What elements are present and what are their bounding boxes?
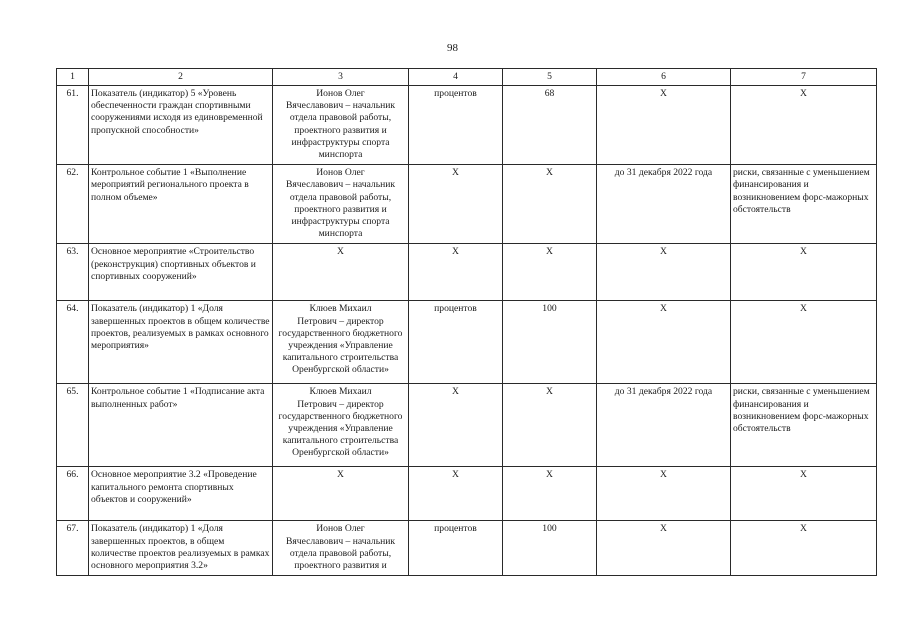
row-deadline: X [597, 301, 731, 384]
table-header-row [57, 69, 877, 86]
row-deadline: до 31 декабря 2022 года [597, 384, 731, 467]
row-risks: X [731, 244, 877, 301]
row-responsible: X [273, 244, 409, 301]
row-unit: процентов [409, 86, 503, 165]
row-responsible: Клюев Михаил Петрович – директор государственного бюджетного учреждения «Управление капитального строительства Оренбургской области» [273, 384, 409, 467]
column-header: 3 [273, 69, 409, 86]
row-number: 67. [57, 521, 89, 576]
row-number: 62. [57, 165, 89, 244]
row-number: 64. [57, 301, 89, 384]
row-unit: процентов [409, 301, 503, 384]
row-risks: риски, связанные с уменьшением финансирования и возникновением форс-мажорных обстоятельств [731, 384, 877, 467]
row-risks: X [731, 86, 877, 165]
page-number: 98 [447, 42, 458, 54]
row-responsible: Клюев Михаил Петрович – директор государственного бюджетного учреждения «Управление капитального строительства Оренбургской области» [273, 301, 409, 384]
row-number: 65. [57, 384, 89, 467]
row-risks: X [731, 301, 877, 384]
table-row [57, 521, 877, 576]
row-deadline: X [597, 467, 731, 521]
row-deadline: X [597, 521, 731, 576]
row-deadline: X [597, 86, 731, 165]
row-name: Основное мероприятие «Строительство (реконструкция) спортивных объектов и спортивных сооружений» [89, 244, 273, 301]
column-header: 4 [409, 69, 503, 86]
row-risks: X [731, 521, 877, 576]
row-name: Показатель (индикатор) 1 «Доля завершенных проектов в общем количестве проектов, реализуемых в рамках основного мероприятия» [89, 301, 273, 384]
row-value: X [503, 467, 597, 521]
row-name: Показатель (индикатор) 1 «Доля завершенных проектов, в общем количестве проектов реализуемых в рамках основного мероприятия 3.2» [89, 521, 273, 576]
row-unit: X [409, 244, 503, 301]
table-row [57, 384, 877, 467]
row-unit: X [409, 165, 503, 244]
row-name: Контрольное событие 1 «Подписание акта выполненных работ» [89, 384, 273, 467]
column-header: 6 [597, 69, 731, 86]
row-responsible: X [273, 467, 409, 521]
row-number: 66. [57, 467, 89, 521]
row-unit: процентов [409, 521, 503, 576]
row-risks: X [731, 467, 877, 521]
indicators-table [56, 68, 877, 576]
table-row [57, 467, 877, 521]
column-header: 7 [731, 69, 877, 86]
row-number: 61. [57, 86, 89, 165]
row-responsible: Ионов Олег Вячеславович – начальник отдела правовой работы, проектного развития и инфраструктуры спорта минспорта [273, 86, 409, 165]
row-value: X [503, 384, 597, 467]
row-responsible: Ионов Олег Вячеславович – начальник отдела правовой работы, проектного развития и [273, 521, 409, 576]
row-name: Контрольное событие 1 «Выполнение мероприятий регионального проекта в полном объеме» [89, 165, 273, 244]
row-value: 68 [503, 86, 597, 165]
column-header: 1 [57, 69, 89, 86]
table-row [57, 301, 877, 384]
column-header: 2 [89, 69, 273, 86]
row-risks: риски, связанные с уменьшением финансирования и возникновением форс-мажорных обстоятельств [731, 165, 877, 244]
column-header: 5 [503, 69, 597, 86]
row-value: 100 [503, 301, 597, 384]
row-value: 100 [503, 521, 597, 576]
row-value: X [503, 244, 597, 301]
row-deadline: X [597, 244, 731, 301]
row-responsible: Ионов Олег Вячеславович – начальник отдела правовой работы, проектного развития и инфраструктуры спорта минспорта [273, 165, 409, 244]
row-unit: X [409, 467, 503, 521]
row-value: X [503, 165, 597, 244]
row-number: 63. [57, 244, 89, 301]
table-row [57, 86, 877, 165]
row-unit: X [409, 384, 503, 467]
table-row [57, 165, 877, 244]
row-deadline: до 31 декабря 2022 года [597, 165, 731, 244]
row-name: Показатель (индикатор) 5 «Уровень обеспеченности граждан спортивными сооружениями исходя из единовременной пропускной способности» [89, 86, 273, 165]
row-name: Основное мероприятие 3.2 «Проведение капитального ремонта спортивных объектов и сооружений» [89, 467, 273, 521]
table-row [57, 244, 877, 301]
